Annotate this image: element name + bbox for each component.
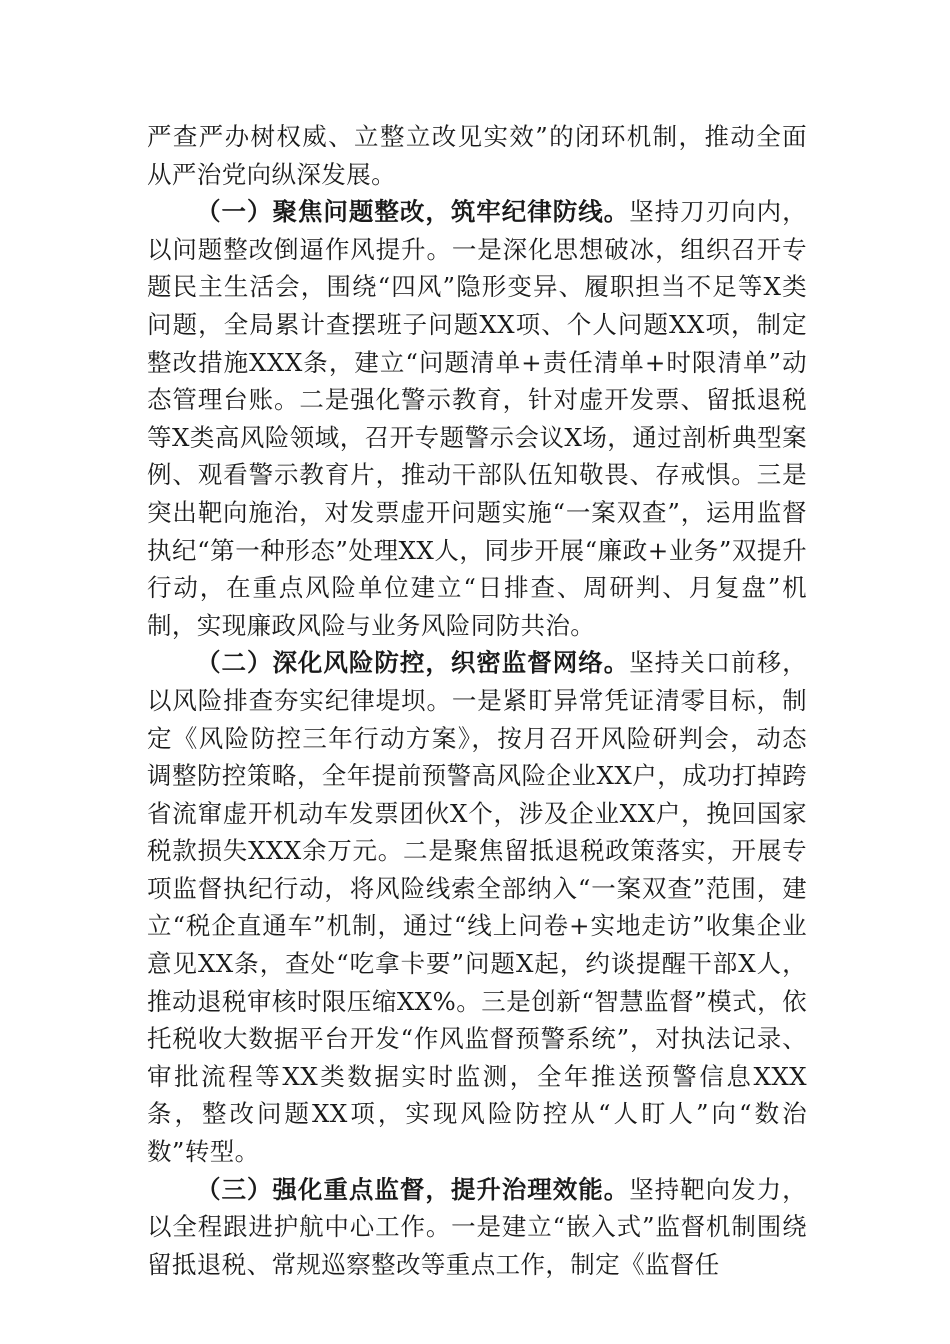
section-heading: （三）强化重点监督，提升治理效能。 [196,1174,630,1204]
paragraph-section-3 [147,1171,807,1284]
paragraph-body: 坚持刀刃向内，以问题整改倒逼作风提升。一是深化思想破冰，组织召开专题民主生活会，围绕“四风”隐形变异、履职担当不足等X类问题，全局累计查摆班子问题XX项、个人问题XX项，制定整改措施XXX条，建立“问题清单+责任清单+时限清单”动态管理台账。二是强化警示教育，针对虚开发票、留抵退税等X类高风险领域，召开专题警示会议X场，通过剖析典型案例、观看警示教育片，推动干部队伍知敬畏、存戒惧。三是突出靶向施治，对发票虚开问题实施“一案双查”，运用监督执纪“第一种形态”处理XX人，同步开展“廉政+业务”双提升行动，在重点风险单位建立“日排查、周研判、月复盘”机制，实现廉政风险与业务风险同防共治。 [147,197,807,640]
paragraph-body: 坚持关口前移，以风险排查夯实纪律堤坝。一是紧盯异常凭证清零目标，制定《风险防控三年行动方案》，按月召开风险研判会，动态调整防控策略，全年提前预警高风险企业XX户，成功打掉跨省流窜虚开机动车发票团伙X个，涉及企业XX户，挽回国家税款损失XXX余万元。二是聚焦留抵退税政策落实，开展专项监督执纪行动，将风险线索全部纳入“一案双查”范围，建立“税企直通车”机制，通过“线上问卷+实地走访”收集企业意见XX条，查处“吃拿卡要”问题X起，约谈提醒干部X人，推动退税审核时限压缩XX%。三是创新“智慧监督”模式，依托税收大数据平台开发“作风监督预警系统”，对执法记录、审批流程等XX类数据实时监测，全年推送预警信息XXX条，整改问题XX项，实现风险防控从“人盯人”向“数治数”转型。 [147,648,807,1167]
paragraph-body: 严查严办树权威、立整立改见实效”的闭环机制，推动全面从严治党向纵深发展。 [147,122,807,189]
document-page [147,118,807,1283]
section-heading: （二）深化风险防控，织密监督网络。 [196,648,630,678]
paragraph-continuation [147,118,807,193]
paragraph-section-1 [147,193,807,644]
paragraph-section-2 [147,644,807,1170]
paragraph-body: 坚持靶向发力，以全程跟进护航中心工作。一是建立“嵌入式”监督机制围绕留抵退税、常规巡察整改等重点工作，制定《监督任 [147,1174,807,1279]
section-heading: （一）聚焦问题整改，筑牢纪律防线。 [196,197,630,227]
